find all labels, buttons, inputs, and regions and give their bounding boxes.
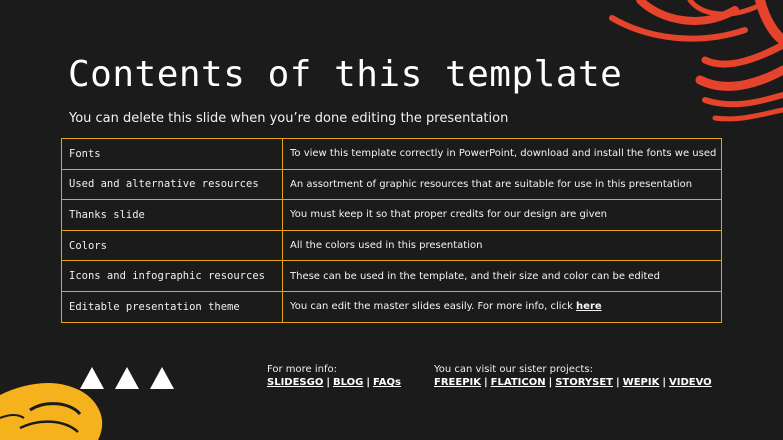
yellow-brush-blob [0,383,102,440]
here-link[interactable]: here [576,301,602,313]
row-name: Icons and infographic resources [62,261,283,292]
table-row [62,261,722,292]
more-info-label: For more info: [267,364,338,375]
videvo-link[interactable]: VIDEVO [669,377,712,388]
sister-projects-links: FREEPIK | FLATICON | STORYSET | WEPIK | VIDEVO [434,377,712,388]
triangle-icon [80,367,104,389]
row-name: Editable presentation theme [62,291,283,322]
row-description: All the colors used in this presentation [283,230,722,261]
contents-table [61,138,722,323]
faqs-link[interactable]: FAQs [373,377,401,388]
red-brush-stroke [612,0,783,119]
more-info-block [267,363,401,389]
row-description: An assortment of graphic resources that are suitable for use in this presentation [283,169,722,200]
sister-projects-label: You can visit our sister projects: [434,364,593,375]
triangle-icons [80,367,180,391]
page-title: Contents of this template [68,54,623,95]
row-name: Fonts [62,139,283,170]
page-subtitle: You can delete this slide when you’re done editing the presentation [69,111,509,126]
row-description [283,291,722,322]
table-row [62,200,722,231]
sister-projects-block [434,363,712,389]
table-row [62,139,722,170]
triangle-icon [150,367,174,389]
table-row [62,291,722,322]
blog-link[interactable]: BLOG [333,377,364,388]
table-row [62,230,722,261]
freepik-link[interactable]: FREEPIK [434,377,481,388]
row-name: Colors [62,230,283,261]
row-name: Thanks slide [62,200,283,231]
row-name: Used and alternative resources [62,169,283,200]
triangle-icon [115,367,139,389]
row-description-text: You can edit the master slides easily. For more info, click [290,301,577,313]
row-description: You must keep it so that proper credits for our design are given [283,200,722,231]
more-info-links: SLIDESGO | BLOG | FAQs [267,377,401,388]
row-description: To view this template correctly in PowerPoint, download and install the fonts we used [283,139,722,170]
flaticon-link[interactable]: FLATICON [490,377,546,388]
wepik-link[interactable]: WEPIK [622,377,660,388]
slidesgo-link[interactable]: SLIDESGO [267,377,324,388]
table-row [62,169,722,200]
row-description: These can be used in the template, and their size and color can be edited [283,261,722,292]
storyset-link[interactable]: STORYSET [555,377,614,388]
